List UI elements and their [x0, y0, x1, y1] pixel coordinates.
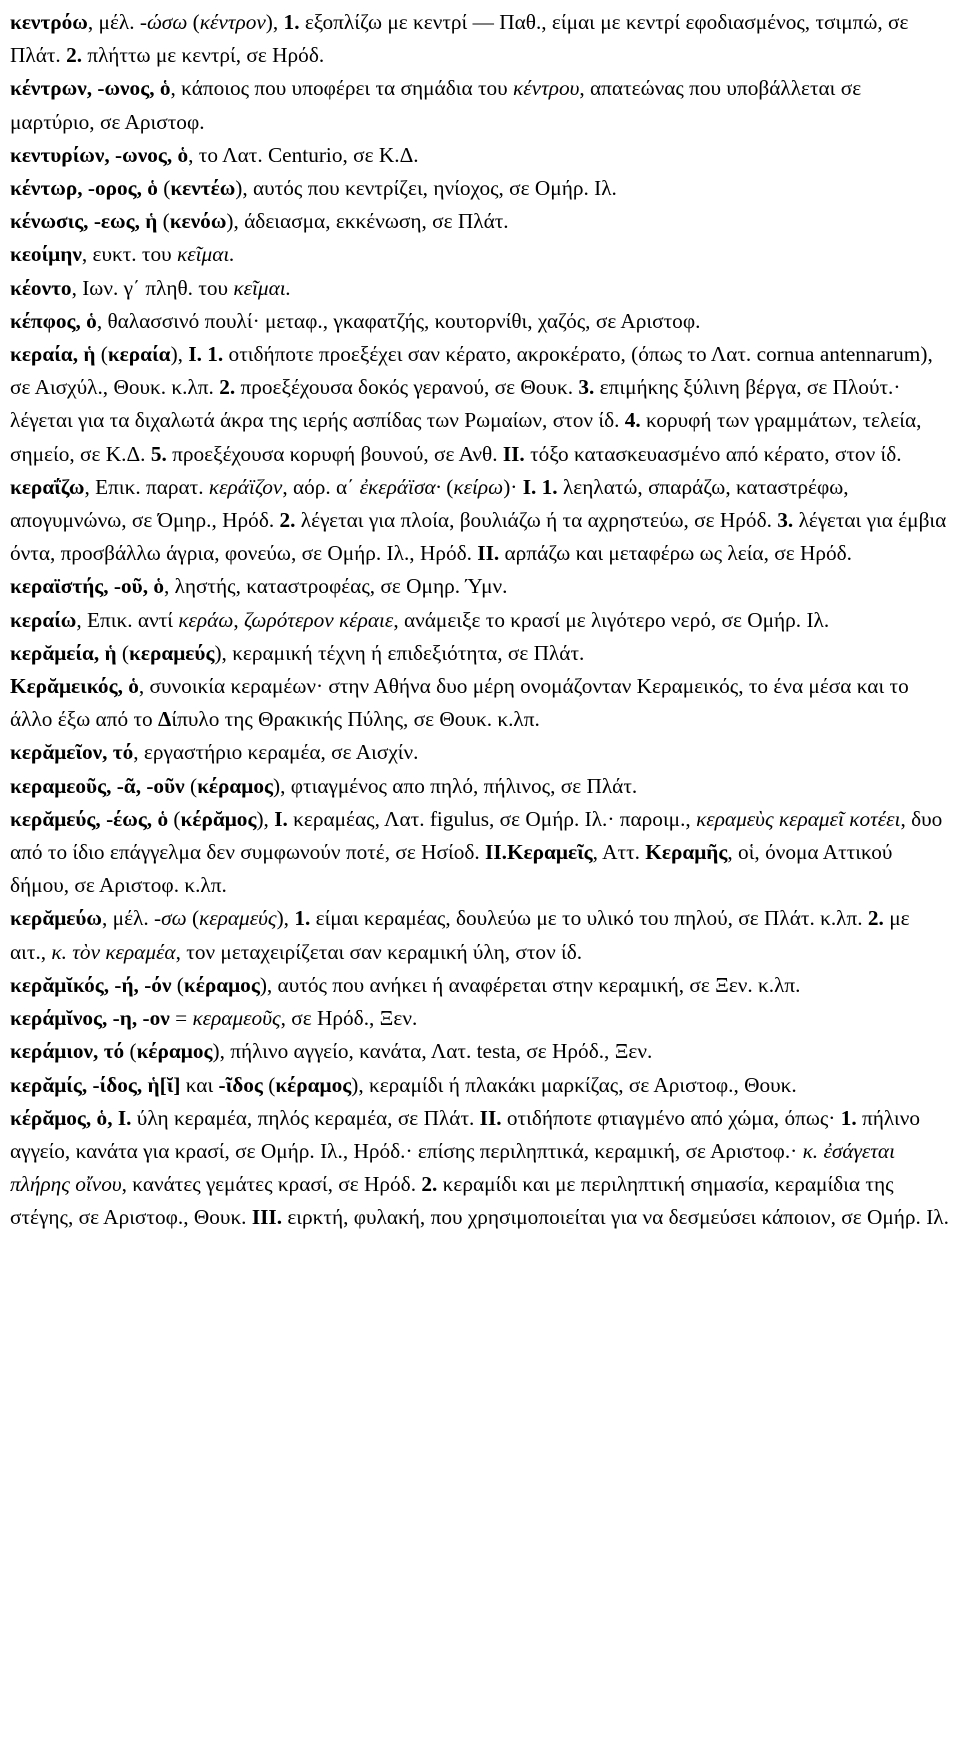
- body-text: , Επικ. αντί: [76, 607, 179, 632]
- entry-kentroo: [10, 6, 950, 72]
- body-text: λέγεται για έμβια όντα, προσβάλλω άγρια, φονεύω, σε Ομήρ. Ιλ., Ηρόδ.: [10, 508, 947, 566]
- bold-text: Ι. 1.: [522, 474, 558, 499]
- bold-text: κεντρόω: [10, 10, 88, 34]
- body-text: κορυφή των γραμμάτων, τελεία, σημείο, σε Κ.Δ.: [10, 408, 922, 466]
- bold-text: κερᾰμίς, -ίδος, ἡ[ῐ]: [10, 1072, 181, 1097]
- body-text: ), κεραμική τέχνη ή επιδεξιότητα, σε Πλάτ.: [214, 640, 585, 665]
- bold-text: κεράμιον, τό: [10, 1039, 125, 1064]
- body-text: , ανάμειξε το κρασί με λιγότερο νερό, σε Ομήρ. Ιλ.: [393, 607, 830, 632]
- entry-kentor: [10, 172, 950, 205]
- body-text: αρπάζω και μεταφέρω ως λεία, σε Ηρόδ.: [499, 541, 852, 566]
- bold-text: κεραία, ἡ: [10, 342, 96, 367]
- body-text: , θαλασσινό πουλί· μεταφ., γκαφατζής, κουτορνίθι, χαζός, σε Αριστοφ.: [96, 308, 701, 333]
- body-text: , δυο από το ίδιο επάγγελμα δεν συμφωνούν ποτέ, σε Ησίοδ.: [10, 806, 943, 865]
- body-text: ), αυτός που κεντρίζει, ηνίοχος, σε Ομήρ. Ιλ.: [235, 176, 617, 201]
- bold-text: κεραϊστής, -οῦ, ὁ: [10, 574, 165, 599]
- bold-text: 4.: [624, 408, 641, 433]
- entry-keraia: [10, 338, 950, 471]
- bold-text: 2.: [867, 906, 884, 931]
- bold-text: 1.: [283, 10, 300, 34]
- italic-text: κεραμεὺς κεραμεῖ κοτέει: [696, 806, 901, 831]
- entry-kerameia: [10, 637, 950, 670]
- body-text: (: [124, 1039, 137, 1064]
- body-text: (: [184, 773, 198, 798]
- entry-kepfos: [10, 305, 950, 338]
- body-text: ,: [233, 607, 245, 632]
- entry-keramos: [10, 1102, 950, 1235]
- italic-text: κέντρου: [513, 76, 580, 101]
- body-text: λέγεται για πλοία, βουλιάζω ή τα αχρηστεύω, σε Ηρόδ.: [295, 508, 778, 533]
- body-text: ), κεραμίδι ή πλακάκι μαρκίζας, σε Αριστοφ., Θουκ.: [351, 1072, 797, 1097]
- bold-text: 3.: [777, 508, 794, 533]
- body-text: (: [171, 972, 184, 997]
- bold-text: κερᾰμεῖον, τό: [10, 740, 134, 765]
- italic-text: ζωρότερον κέραιε: [244, 607, 394, 632]
- italic-text: κεραμεοῦς: [192, 1006, 281, 1031]
- body-text: , το Λατ. Centurio, σε Κ.Δ.: [188, 142, 419, 167]
- entry-keonto: [10, 272, 950, 305]
- bold-text: κέρᾰμος, ὁ, Ι.: [10, 1105, 132, 1130]
- body-text: (: [186, 906, 200, 931]
- body-text: πήλινο αγγείο, κανάτα για κρασί, σε Ομήρ. Ιλ., Ηρόδ.· επίσης περιληπτικά, κεραμική, σε Αριστοφ.·: [10, 1105, 920, 1163]
- bold-text: 2.: [279, 508, 296, 533]
- body-text: ),: [170, 342, 189, 367]
- italic-text: κεῖμαι.: [177, 242, 235, 267]
- bold-text: 2.: [219, 375, 236, 400]
- bold-text: κέντρων, -ωνος, ὁ: [10, 76, 171, 101]
- bold-text: κερᾰμεύω: [10, 906, 102, 931]
- body-text: , οἱ, όνομα Αττικού δήμου, σε Αριστοφ. κ.λπ.: [10, 840, 893, 898]
- body-text: , σε Ηρόδ., Ξεν.: [280, 1006, 418, 1031]
- bold-text: κερᾰμεύς, -έως, ὁ: [10, 806, 169, 831]
- bold-text: Ι.: [274, 806, 288, 831]
- bold-text: 2.: [66, 43, 83, 68]
- body-text: (: [187, 10, 200, 34]
- bold-text: ΙΙ.: [477, 541, 500, 566]
- bold-text: ΙΙ.: [479, 1105, 502, 1130]
- bold-text: κέντωρ, -ορος, ὁ: [10, 176, 158, 201]
- body-text: , Ιων. γ΄ πληθ. του: [71, 275, 234, 300]
- bold-text: κέπφος, ὁ: [10, 308, 97, 333]
- body-text: (: [116, 640, 130, 665]
- body-text: ), πήλινο αγγείο, κανάτα, Λατ. testa, σε Ηρόδ., Ξεν.: [212, 1039, 653, 1064]
- bold-text: κέοντο: [10, 275, 72, 300]
- body-text: )·: [503, 474, 523, 499]
- bold-text: κεραίω: [10, 607, 77, 632]
- bold-text: 5.: [150, 441, 167, 466]
- body-text: , ευκτ. του: [81, 242, 178, 267]
- italic-text: κ. ἐσάγεται πλήρης οἴνου: [10, 1138, 896, 1197]
- entry-kentron: [10, 72, 950, 138]
- body-text: , αόρ. α΄: [282, 474, 360, 499]
- italic-text: κεραμεύς: [199, 906, 277, 931]
- body-text: ), αυτός που ανήκει ή αναφέρεται στην κεραμική, σε Ξεν. κ.λπ.: [259, 972, 801, 997]
- body-text: , συνοικία κεραμέων· στην Αθήνα δυο μέρη ονομάζονταν Κεραμεικός, το ένα μέσα και το άλλο έξω από το: [10, 674, 909, 732]
- bold-text: κεράμῐνος, -η, -ον: [10, 1006, 170, 1031]
- bold-text: κέραμος: [136, 1039, 213, 1064]
- bold-text: κεραία: [107, 342, 171, 367]
- entry-keraizo: [10, 471, 950, 571]
- entry-keraminos: [10, 1002, 950, 1035]
- bold-text: κένωσις, -εως, ἡ: [10, 209, 158, 234]
- entry-keramion: [10, 1035, 950, 1068]
- body-text: , απατεώνας που υποβάλλεται σε μαρτύριο, σε Αριστοφ.: [10, 76, 862, 134]
- body-text: κεραμέας, Λατ. figulus, σε Ομήρ. Ιλ.· παροιμ.,: [287, 806, 697, 831]
- body-text: (: [157, 209, 170, 234]
- bold-text: κέραμος: [275, 1072, 352, 1097]
- body-text: , ληστής, καταστροφέας, σε Ομηρ. Ύμν.: [164, 574, 508, 599]
- body-text: , εργαστήριο κεραμέα, σε Αισχίν.: [133, 740, 419, 765]
- bold-text: κεοίμην: [10, 242, 82, 267]
- bold-text: 1.: [294, 906, 311, 931]
- body-text: ), φτιαγμένος απο πηλό, πήλινος, σε Πλάτ.: [273, 773, 638, 798]
- italic-text: ἐκεράϊσα·: [359, 474, 441, 499]
- bold-text: κερᾰμῐκός, -ή, -όν: [10, 972, 172, 997]
- body-text: οτιδήποτε φτιαγμένο από χώμα, όπως·: [501, 1105, 841, 1130]
- entry-kentyrion: [10, 139, 950, 172]
- bold-text: 1.: [840, 1105, 857, 1130]
- body-text: ),: [265, 10, 284, 34]
- italic-text: κεράω: [178, 607, 234, 632]
- body-text: , μέλ.: [102, 906, 154, 931]
- entry-kerameus: [10, 803, 950, 903]
- body-text: είμαι κεραμέας, δουλεύω με το υλικό του πηλού, σε Πλάτ. κ.λπ.: [310, 906, 868, 931]
- entry-kerameuo: [10, 902, 950, 968]
- body-text: ),: [276, 906, 295, 931]
- body-text: εξοπλίζω με κεντρί — Παθ., είμαι με κεντρί εφοδιασμένος, τσιμπώ, σε Πλάτ.: [10, 10, 909, 68]
- body-text: (: [95, 342, 108, 367]
- bold-text: ΙΙ.: [502, 441, 525, 466]
- bold-text: κεραμεύς: [129, 640, 215, 665]
- body-text: ), άδειασμα, εκκένωση, σε Πλάτ.: [226, 209, 509, 234]
- bold-text: κεραΐζω: [10, 474, 85, 499]
- body-text: λεηλατώ, σπαράζω, καταστρέφω, απογυμνώνω, σε Όμηρ., Ηρόδ.: [10, 474, 849, 533]
- italic-text: -σω: [153, 906, 187, 931]
- body-text: τόξο κατασκευασμένο από κέρατο, στον ίδ.: [524, 441, 902, 466]
- body-text: =: [169, 1006, 193, 1031]
- bold-text: Κεραμῆς: [645, 840, 728, 865]
- body-text: ειρκτή, φυλακή, που χρησιμοποιείται για να δεσμεύσει κάποιον, σε Ομήρ. Ιλ.: [282, 1205, 949, 1230]
- bold-text: -ῖδος: [218, 1072, 263, 1097]
- entry-keraistes: [10, 570, 950, 603]
- body-text: οτιδήποτε προεξέχει σαν κέρατο, ακροκέρατο, (όπως το Λατ. cornua antennarum), σε Αισχύλ., Θουκ. κ.λπ.: [10, 342, 933, 400]
- bold-text: κερᾰμεία, ἡ: [10, 640, 117, 665]
- body-text: επιμήκης ξύλινη βέργα, σε Πλούτ.· λέγεται για τα διχαλωτά άκρα της ιερής ασπίδας των Ρωμαίων, στον ίδ.: [10, 375, 901, 433]
- italic-text: -ώσω: [139, 10, 188, 34]
- bold-text: Κερᾰμεικός, ὁ: [10, 674, 139, 699]
- bold-text: Ι. 1.: [188, 342, 224, 367]
- body-text: (: [168, 806, 181, 831]
- body-text: και: [180, 1072, 219, 1097]
- body-text: , Επικ. παρατ.: [84, 474, 209, 499]
- body-text: ),: [256, 806, 275, 831]
- italic-text: κέντρον: [199, 10, 266, 34]
- entry-kerameion: [10, 736, 950, 769]
- italic-text: κείρω: [453, 474, 504, 499]
- entry-keoimen: [10, 238, 950, 271]
- body-text: ύλη κεραμέα, πηλός κεραμέα, σε Πλάτ.: [131, 1105, 480, 1130]
- body-text: , κανάτες γεμάτες κρασί, σε Ηρόδ.: [121, 1172, 422, 1197]
- body-text: πλήττω με κεντρί, σε Ηρόδ.: [82, 43, 325, 68]
- entry-keraio: [10, 604, 950, 637]
- bold-text: κεντυρίων, -ωνος, ὁ: [10, 142, 189, 167]
- body-text: (: [157, 176, 171, 201]
- bold-text: κεντέω: [170, 176, 236, 201]
- body-text: με αιτ.,: [10, 906, 910, 964]
- entry-keramis: [10, 1069, 950, 1102]
- italic-text: κεῖμαι.: [233, 275, 292, 300]
- body-text: κεραμίδι και με περιληπτική σημασία, κεραμίδια της στέγης, σε Αριστοφ., Θουκ.: [10, 1172, 894, 1230]
- italic-text: κεράϊζον: [208, 474, 283, 499]
- bold-text: 2.: [421, 1172, 438, 1197]
- body-text: , τον μεταχειρίζεται σαν κεραμική ύλη, στον ίδ.: [175, 939, 583, 964]
- bold-text: κέραμος: [197, 773, 273, 798]
- entry-kerameikos: [10, 670, 950, 736]
- body-text: προεξέχουσα κορυφή βουνού, σε Ανθ.: [166, 441, 503, 466]
- italic-text: κ. τὸν κεραμέα: [51, 939, 176, 964]
- bold-text: Δ: [157, 707, 172, 732]
- bold-text: ΙΙΙ.: [251, 1205, 283, 1230]
- entry-keramikos: [10, 969, 950, 1002]
- entry-kerameous: [10, 770, 950, 803]
- bold-text: ΙΙ.Κεραμεῖς: [485, 840, 593, 865]
- body-text: , Αττ.: [592, 840, 646, 865]
- body-text: προεξέχουσα δοκός γερανού, σε Θουκ.: [235, 375, 579, 400]
- body-text: (: [440, 474, 454, 499]
- bold-text: 3.: [578, 375, 595, 400]
- body-text: (: [262, 1072, 276, 1097]
- body-text: , κάποιος που υποφέρει τα σημάδια του: [170, 76, 514, 101]
- bold-text: κέρᾰμος: [180, 806, 257, 831]
- entry-kenosis: [10, 205, 950, 238]
- bold-text: κενόω: [169, 209, 227, 234]
- body-text: ίπυλο της Θρακικής Πύλης, σε Θουκ. κ.λπ.: [171, 707, 540, 732]
- bold-text: κεραμεοῦς, -ᾶ, -οῦν: [10, 773, 185, 798]
- body-text: , μέλ.: [87, 10, 140, 34]
- bold-text: κέραμος: [183, 972, 260, 997]
